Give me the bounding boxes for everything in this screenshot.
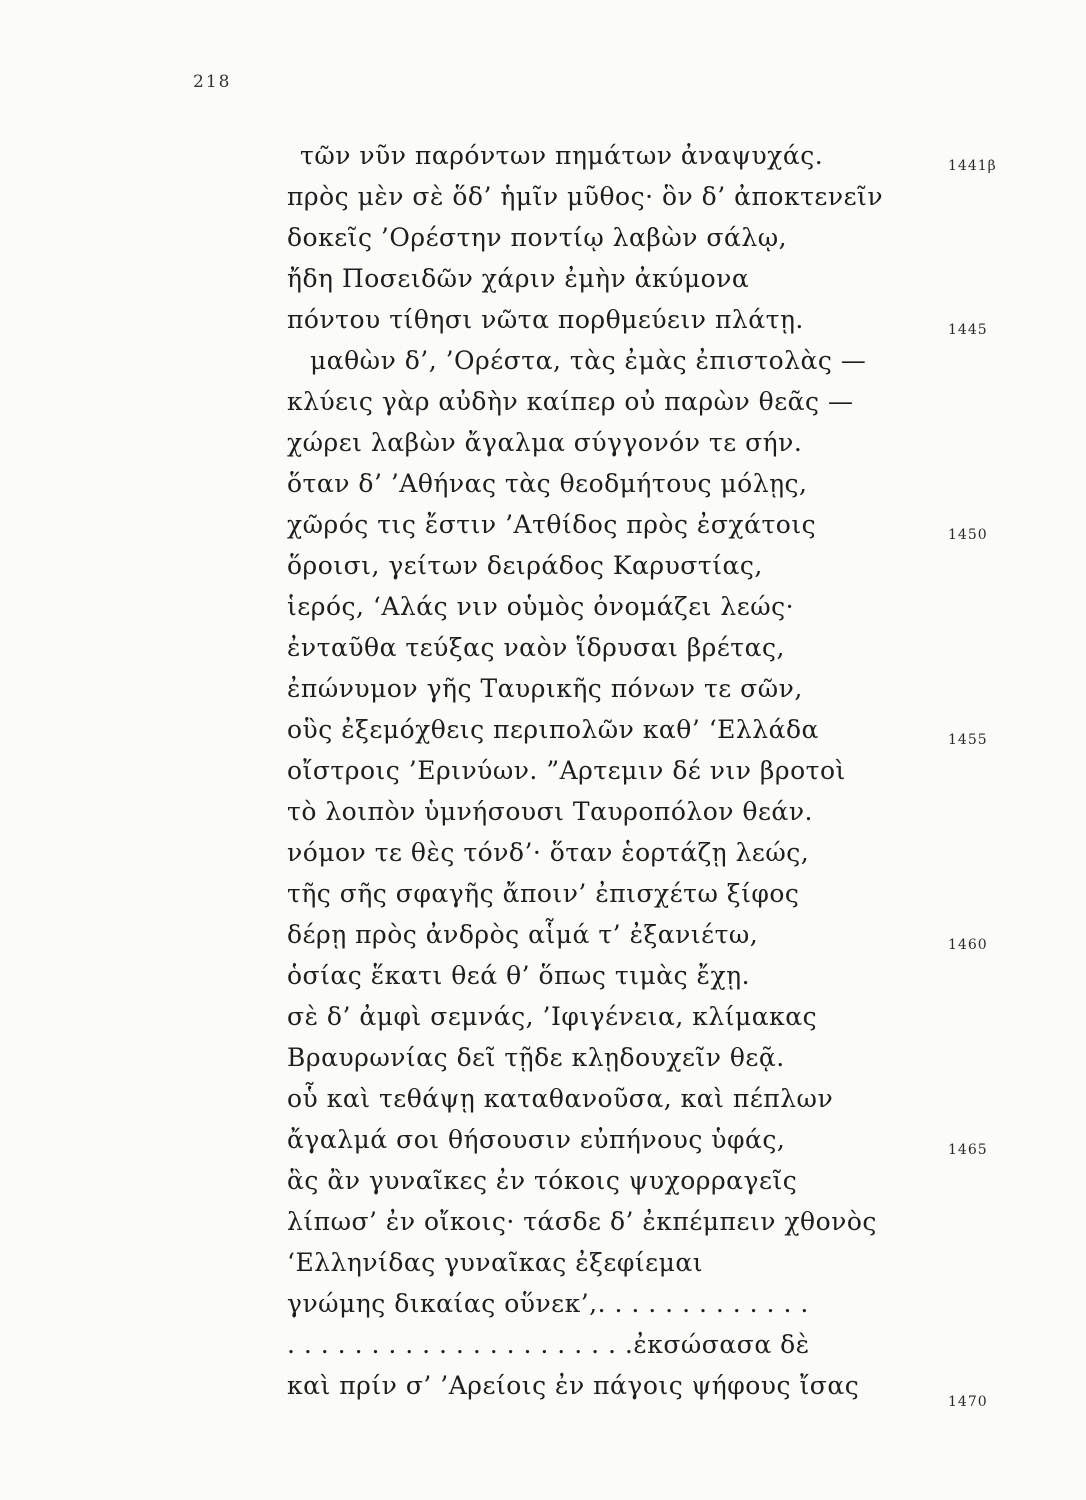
verse-line: καὶ πρίν σ’ ’Αρείοις ἐν πάγοις ψήφους ἴσας [287, 1371, 860, 1400]
verse-line: ὁσίας ἕκατι θεά θ’ ὅπως τιμὰς ἔχῃ. [287, 961, 751, 990]
verse-line: δέρῃ πρὸς ἀνδρὸς αἷμά τ’ ἐξανιέτω, [287, 920, 759, 949]
verse-line: ἐνταῦθα τεύξας ναὸν ἵδρυσαι βρέτας, [287, 633, 785, 662]
line-number: 1450 [948, 527, 988, 543]
verse-line: πρὸς μὲν σὲ ὅδ’ ἡμῖν μῦθος· ὃν δ’ ἀποκτενεῖν [287, 182, 884, 211]
verse-line: ἤδη Ποσειδῶν χάριν ἐμὴν ἀκύμονα [287, 264, 750, 293]
verse-line: τῶν νῦν παρόντων πημάτων ἀναψυχάς. [300, 141, 824, 170]
verse-line: δοκεῖς ’Ορέστην ποντίῳ λαβὼν σάλῳ, [287, 223, 788, 252]
line-number: 1455 [948, 732, 988, 748]
line-number: 1470 [948, 1394, 988, 1410]
verse-line: τῆς σῆς σφαγῆς ἄποιν’ ἐπισχέτω ξίφος [287, 879, 800, 908]
verse-line: . . . . . . . . . . . . . . . . . . . . .ἐκσώσασα δὲ [287, 1330, 810, 1359]
verse-line: γνώμης δικαίας οὕνεκ’,. . . . . . . . . . . . . [287, 1289, 809, 1318]
verse-line: ἱερός, ‘Αλάς νιν οὑμὸς ὀνομάζει λεώς· [287, 592, 795, 621]
verse-line: οἴστροις ’Ερινύων. ”Αρτεμιν δέ νιν βροτοὶ [287, 756, 846, 785]
verse-line: χώρει λαβὼν ἄγαλμα σύγγονόν τε σήν. [287, 428, 803, 457]
verse-line: κλύεις γὰρ αὐδὴν καίπερ οὐ παρὼν θεᾶς — [287, 387, 854, 416]
line-number: 1441β [948, 158, 997, 174]
verse-line: Βραυρωνίας δεῖ τῇδε κλῃδουχεῖν θεᾷ. [287, 1043, 785, 1072]
verse-line: χῶρός τις ἔστιν ’Ατθίδος πρὸς ἐσχάτοις [287, 510, 817, 539]
verse-line: ὅταν δ’ ’Αθήνας τὰς θεοδμήτους μόλῃς, [287, 469, 808, 498]
verse-line: ἄγαλμά σοι θήσουσιν εὐπήνους ὑφάς, [287, 1125, 786, 1154]
line-number: 1465 [948, 1142, 988, 1158]
verse-line: νόμον τε θὲς τόνδ’· ὅταν ἑορτάζῃ λεώς, [287, 838, 810, 867]
verse-line: οὓς ἐξεμόχθεις περιπολῶν καθ’ ‘Ελλάδα [287, 715, 819, 744]
verse-line: ἃς ἂν γυναῖκες ἐν τόκοις ψυχορραγεῖς [287, 1166, 798, 1195]
verse-line: ‘Ελληνίδας γυναῖκας ἐξεφίεμαι [287, 1248, 704, 1277]
verse-line: μαθὼν δ’, ’Ορέστα, τὰς ἐμὰς ἐπιστολὰς — [310, 346, 867, 375]
verse-line: τὸ λοιπὸν ὑμνήσουσι Ταυροπόλον θεάν. [287, 797, 813, 826]
verse-line: ἐπώνυμον γῆς Ταυρικῆς πόνων τε σῶν, [287, 674, 803, 703]
verse-line: λίπωσ’ ἐν οἴκοις· τάσδε δ’ ἐκπέμπειν χθονὸς [287, 1207, 877, 1236]
verse-line: σὲ δ’ ἀμφὶ σεμνάς, ’Ιφιγένεια, κλίμακας [287, 1002, 818, 1031]
verse-line: οὗ καὶ τεθάψῃ καταθανοῦσα, καὶ πέπλων [287, 1084, 834, 1113]
page-number: 218 [193, 72, 232, 92]
verse-line: πόντου τίθησι νῶτα πορθμεύειν πλάτῃ. [287, 305, 804, 334]
verse-line: ὅροισι, γείτων δειράδος Καρυστίας, [287, 551, 763, 580]
line-number: 1460 [948, 937, 988, 953]
line-number: 1445 [948, 322, 988, 338]
